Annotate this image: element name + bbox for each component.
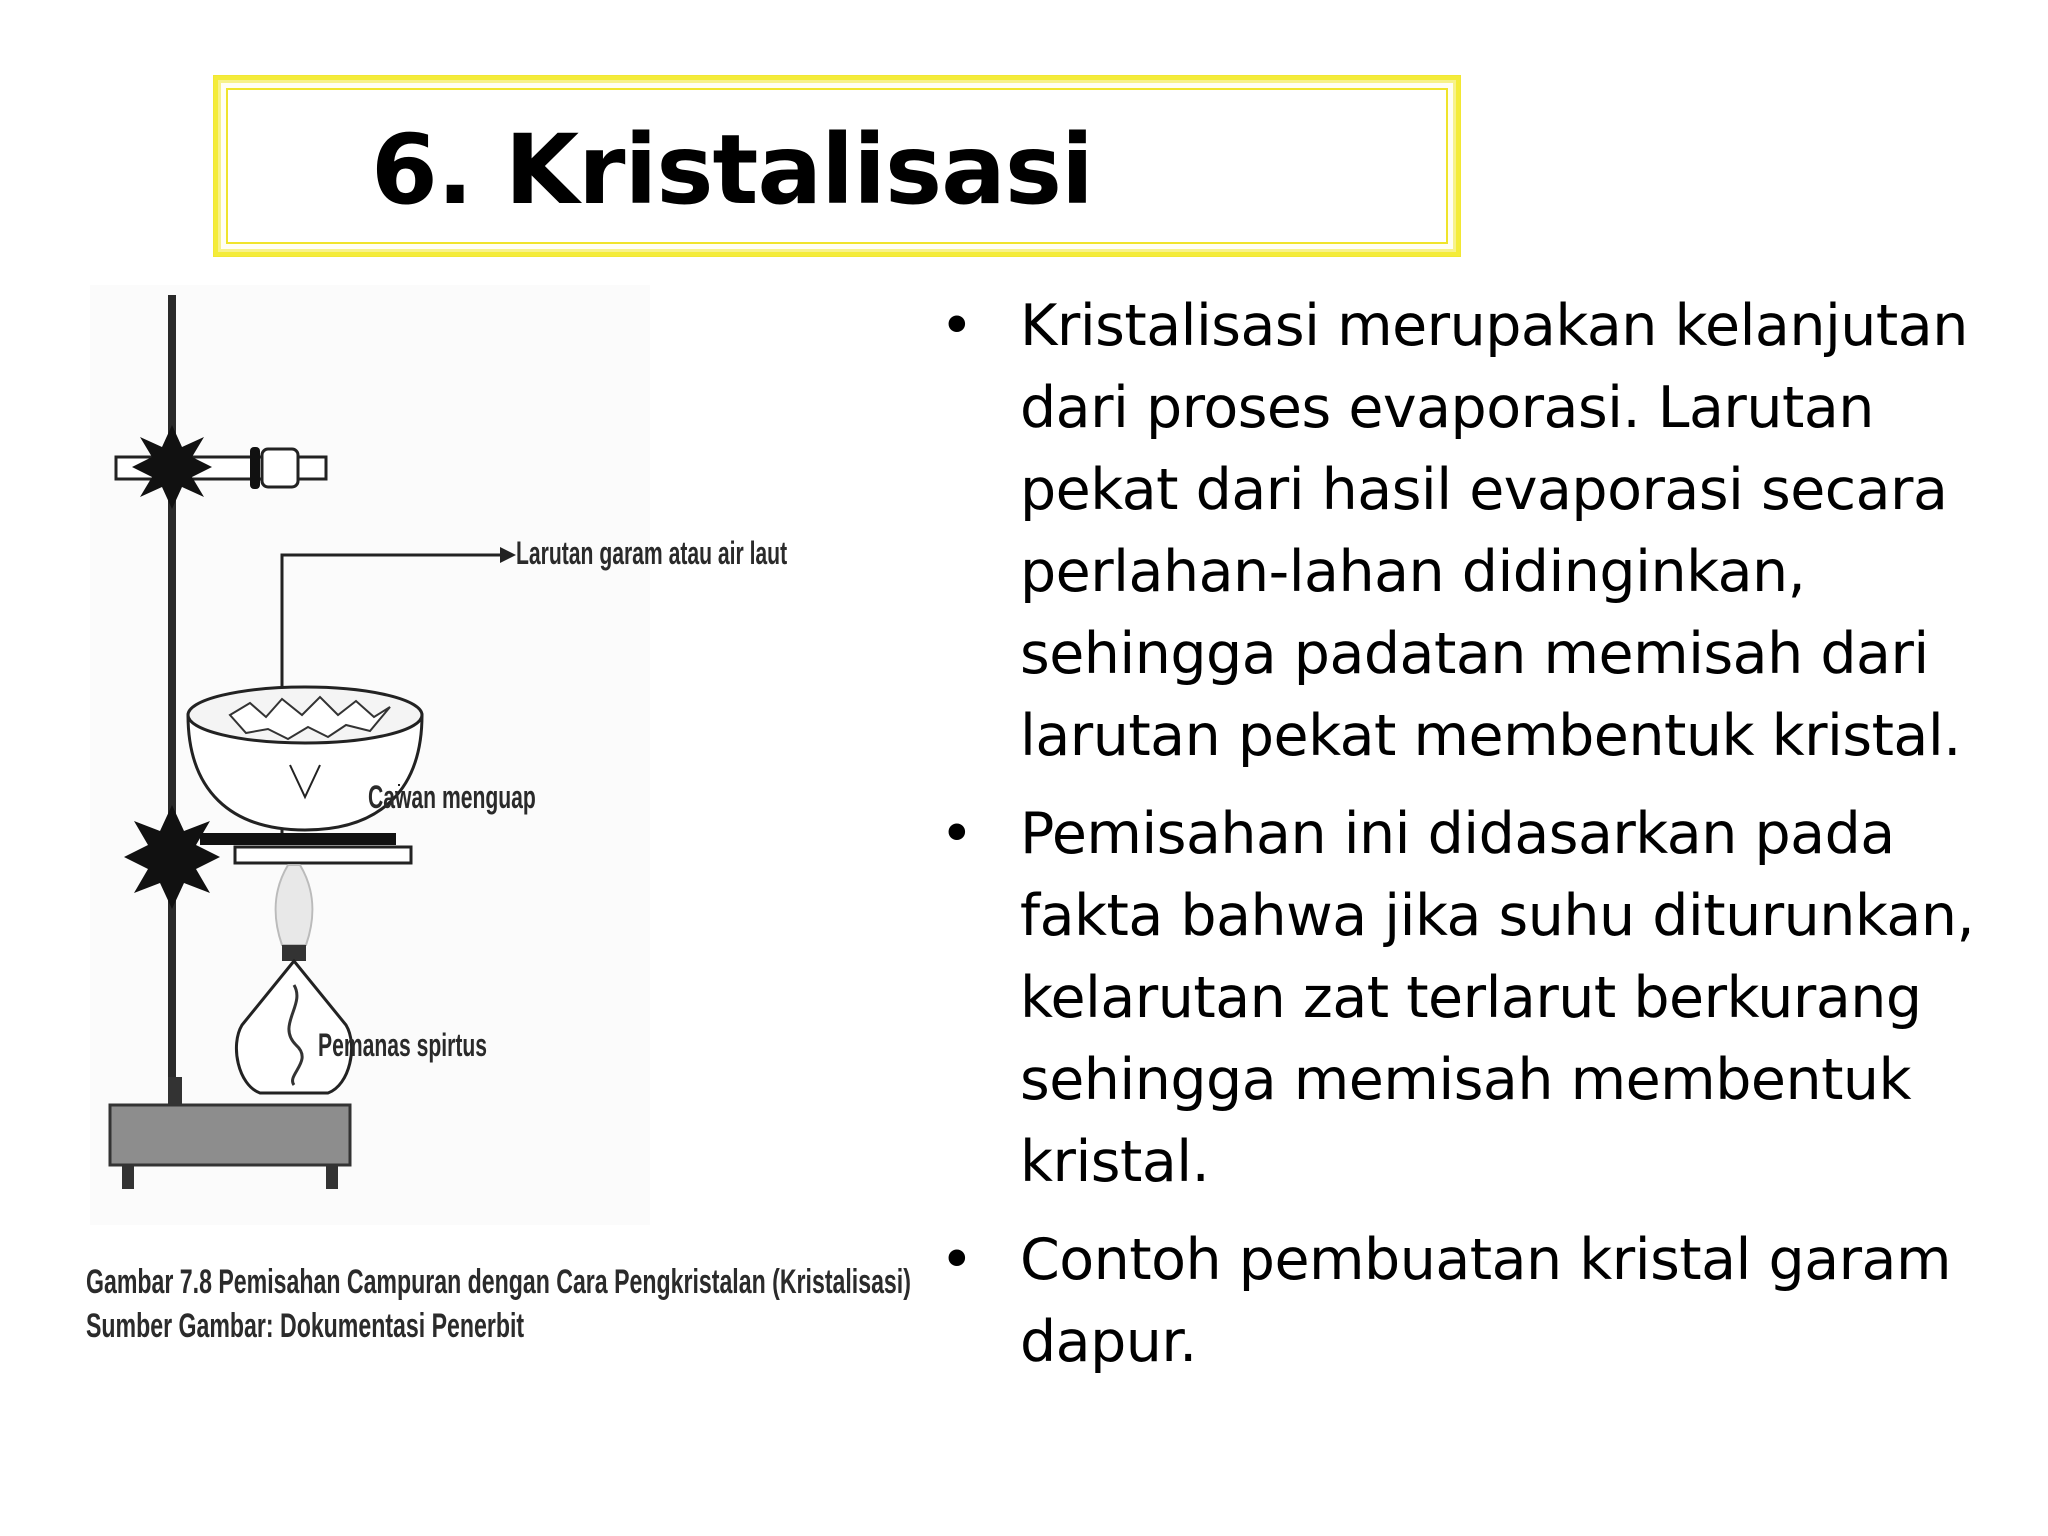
- bullet-text: Kristalisasi merupakan kelanjutan dari proses evaporasi. Larutan pekat dari hasil evaporasi secara perlahan-lahan didinginkan, sehingga padatan memisah dari larutan pekat membentuk kristal.: [1020, 293, 1968, 769]
- bullet-text: Pemisahan ini didasarkan pada fakta bahwa jika suhu diturunkan, kelarutan zat terlarut berkurang sehingga memisah membentuk kristal.: [1020, 801, 1975, 1195]
- bullet-dot-icon: •: [940, 801, 974, 867]
- ring-support: [200, 833, 396, 845]
- bullet-dot-icon: •: [940, 293, 974, 359]
- bullet-text: Contoh pembuatan kristal garam dapur.: [1020, 1227, 1952, 1375]
- top-clamp-jaw: [250, 447, 260, 489]
- burner-flame: [276, 865, 313, 945]
- bullet-dot-icon: •: [940, 1227, 974, 1293]
- burner-wick-holder: [282, 945, 306, 961]
- bullet-list: [940, 285, 2020, 1399]
- stand-base: [110, 1105, 350, 1165]
- top-clamp-head: [262, 449, 298, 487]
- base-foot-right: [326, 1165, 338, 1189]
- apparatus-illustration: [70, 285, 890, 1245]
- crystallization-figure: [70, 285, 911, 1365]
- label-dish: Cawan menguap: [368, 779, 536, 815]
- list-item: [940, 793, 2020, 1203]
- caption-line-2: Sumber Gambar: Dokumentasi Penerbit: [86, 1307, 525, 1345]
- slide-title: 6. Kristalisasi: [371, 114, 1093, 226]
- title-box: [214, 76, 1460, 256]
- base-foot-left: [122, 1165, 134, 1189]
- ring-clamp-arm: [235, 847, 411, 863]
- rod-collar: [168, 1077, 182, 1107]
- figure-caption: [86, 1260, 911, 1348]
- label-burner: Pemanas spirtus: [318, 1027, 488, 1063]
- stand-rod: [168, 295, 176, 1095]
- list-item: [940, 285, 2020, 777]
- label-solution: Larutan garam atau air laut: [516, 535, 788, 571]
- caption-line-1: Gambar 7.8 Pemisahan Campuran dengan Cara Pengkristalan (Kristalisasi): [86, 1263, 911, 1301]
- list-item: [940, 1219, 2020, 1383]
